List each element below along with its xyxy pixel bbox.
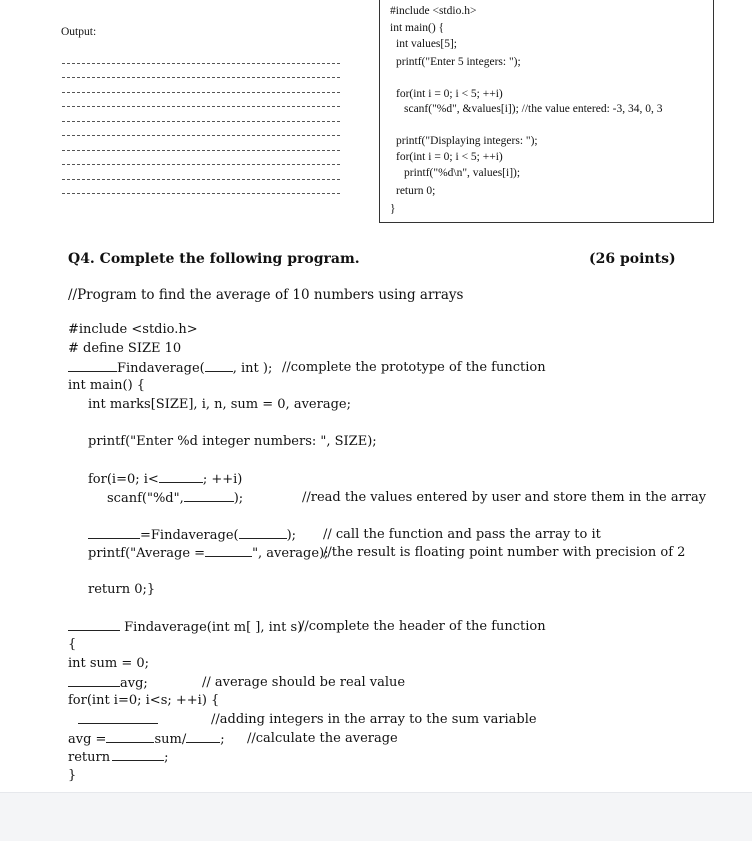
code-line: printf("Enter 5 integers: "); <box>396 56 521 68</box>
answer-line <box>62 135 340 136</box>
blank-return-value[interactable] <box>112 749 164 761</box>
code-line: } <box>390 203 396 215</box>
avg-calc-line: avg = sum/ ; <box>68 732 225 747</box>
blank-cast[interactable] <box>106 731 154 743</box>
question-title: Q4. Complete the following program. <box>68 251 360 267</box>
scanf-comment: //read the values entered by user and store them in the array <box>302 490 707 505</box>
program-description: //Program to find the average of 10 numbers using arrays <box>68 287 464 303</box>
code-line: return 0; <box>396 185 436 197</box>
answer-line <box>62 63 340 64</box>
blank-format-specifier[interactable] <box>205 545 252 557</box>
blank-divisor[interactable] <box>186 731 220 743</box>
blank-sum-statement[interactable] <box>78 712 158 724</box>
avg-declaration-comment: // average should be real value <box>202 675 406 690</box>
open-brace: { <box>68 637 77 652</box>
for-loop-line: for(int i=0; i<s; ++i) { <box>68 693 220 708</box>
return-function-line: return ; <box>68 750 169 765</box>
sum-statement-comment: //adding integers in the array to the sum variable <box>211 712 537 727</box>
answer-line <box>62 150 340 151</box>
code-line: #include <stdio.h> <box>390 5 477 17</box>
code-line: printf("Displaying integers: "); <box>396 135 538 147</box>
code-line: for(int i = 0; i < 5; ++i) <box>396 151 503 163</box>
int-sum-line: int sum = 0; <box>68 656 150 671</box>
printf-average-comment: //the result is floating point number with precision of 2 <box>323 545 686 560</box>
blank-header-return-type[interactable] <box>68 619 120 631</box>
code-line: int values[5]; <box>396 38 457 50</box>
code-line: scanf("%d", &values[i]); //the value entered: -3, 34, 0, 3 <box>404 103 663 115</box>
code-line: for(int i = 0; i < 5; ++i) <box>396 88 503 100</box>
avg-declaration-line: avg; <box>68 675 148 691</box>
declaration-line: int marks[SIZE], i, n, sum = 0, average; <box>88 397 351 412</box>
main-line: int main() { <box>68 378 146 393</box>
code-line: int main() { <box>390 22 445 34</box>
answer-line <box>62 92 340 93</box>
blank-call-arg[interactable] <box>239 527 287 539</box>
scanf-line: scanf("%d", ); <box>107 491 244 506</box>
code-listing-box <box>379 0 714 223</box>
answer-line <box>62 179 340 180</box>
blank-return-type[interactable] <box>68 360 117 372</box>
prototype-line: Findaverage( , int ); <box>68 360 272 376</box>
function-header-line: Findaverage(int m[ ], int s) <box>68 619 302 635</box>
output-label: Output: <box>61 26 97 38</box>
answer-line <box>62 193 340 194</box>
sum-statement-line <box>78 712 158 728</box>
code-line: printf("%d\n", values[i]); <box>404 167 521 179</box>
blank-avg-type[interactable] <box>68 675 120 687</box>
call-line: =Findaverage( ); <box>88 527 296 543</box>
avg-calc-comment: //calculate the average <box>247 731 398 746</box>
printf-average-line: printf("Average = ", average); <box>88 546 329 561</box>
printf-enter-line: printf("Enter %d integer numbers: ", SIZE); <box>88 434 377 449</box>
blank-scanf-arg[interactable] <box>184 490 234 502</box>
blank-call-result[interactable] <box>88 527 140 539</box>
answer-line <box>62 121 340 122</box>
answer-line <box>62 164 340 165</box>
prototype-comment: //complete the prototype of the function <box>282 360 546 375</box>
close-brace: } <box>68 768 77 783</box>
define-line: # define SIZE 10 <box>68 341 182 356</box>
blank-param-type[interactable] <box>205 360 233 372</box>
function-header-comment: //complete the header of the function <box>300 619 546 634</box>
page-footer-strip <box>0 792 752 841</box>
blank-loop-limit[interactable] <box>159 471 203 483</box>
answer-line <box>62 77 340 78</box>
answer-line <box>62 106 340 107</box>
call-comment: // call the function and pass the array to it <box>323 527 601 542</box>
question-points: (26 points) <box>589 251 676 267</box>
for-line: for(i=0; i< ; ++i) <box>88 472 243 487</box>
include-line: #include <stdio.h> <box>68 322 198 337</box>
return-main-line: return 0;} <box>88 582 156 597</box>
